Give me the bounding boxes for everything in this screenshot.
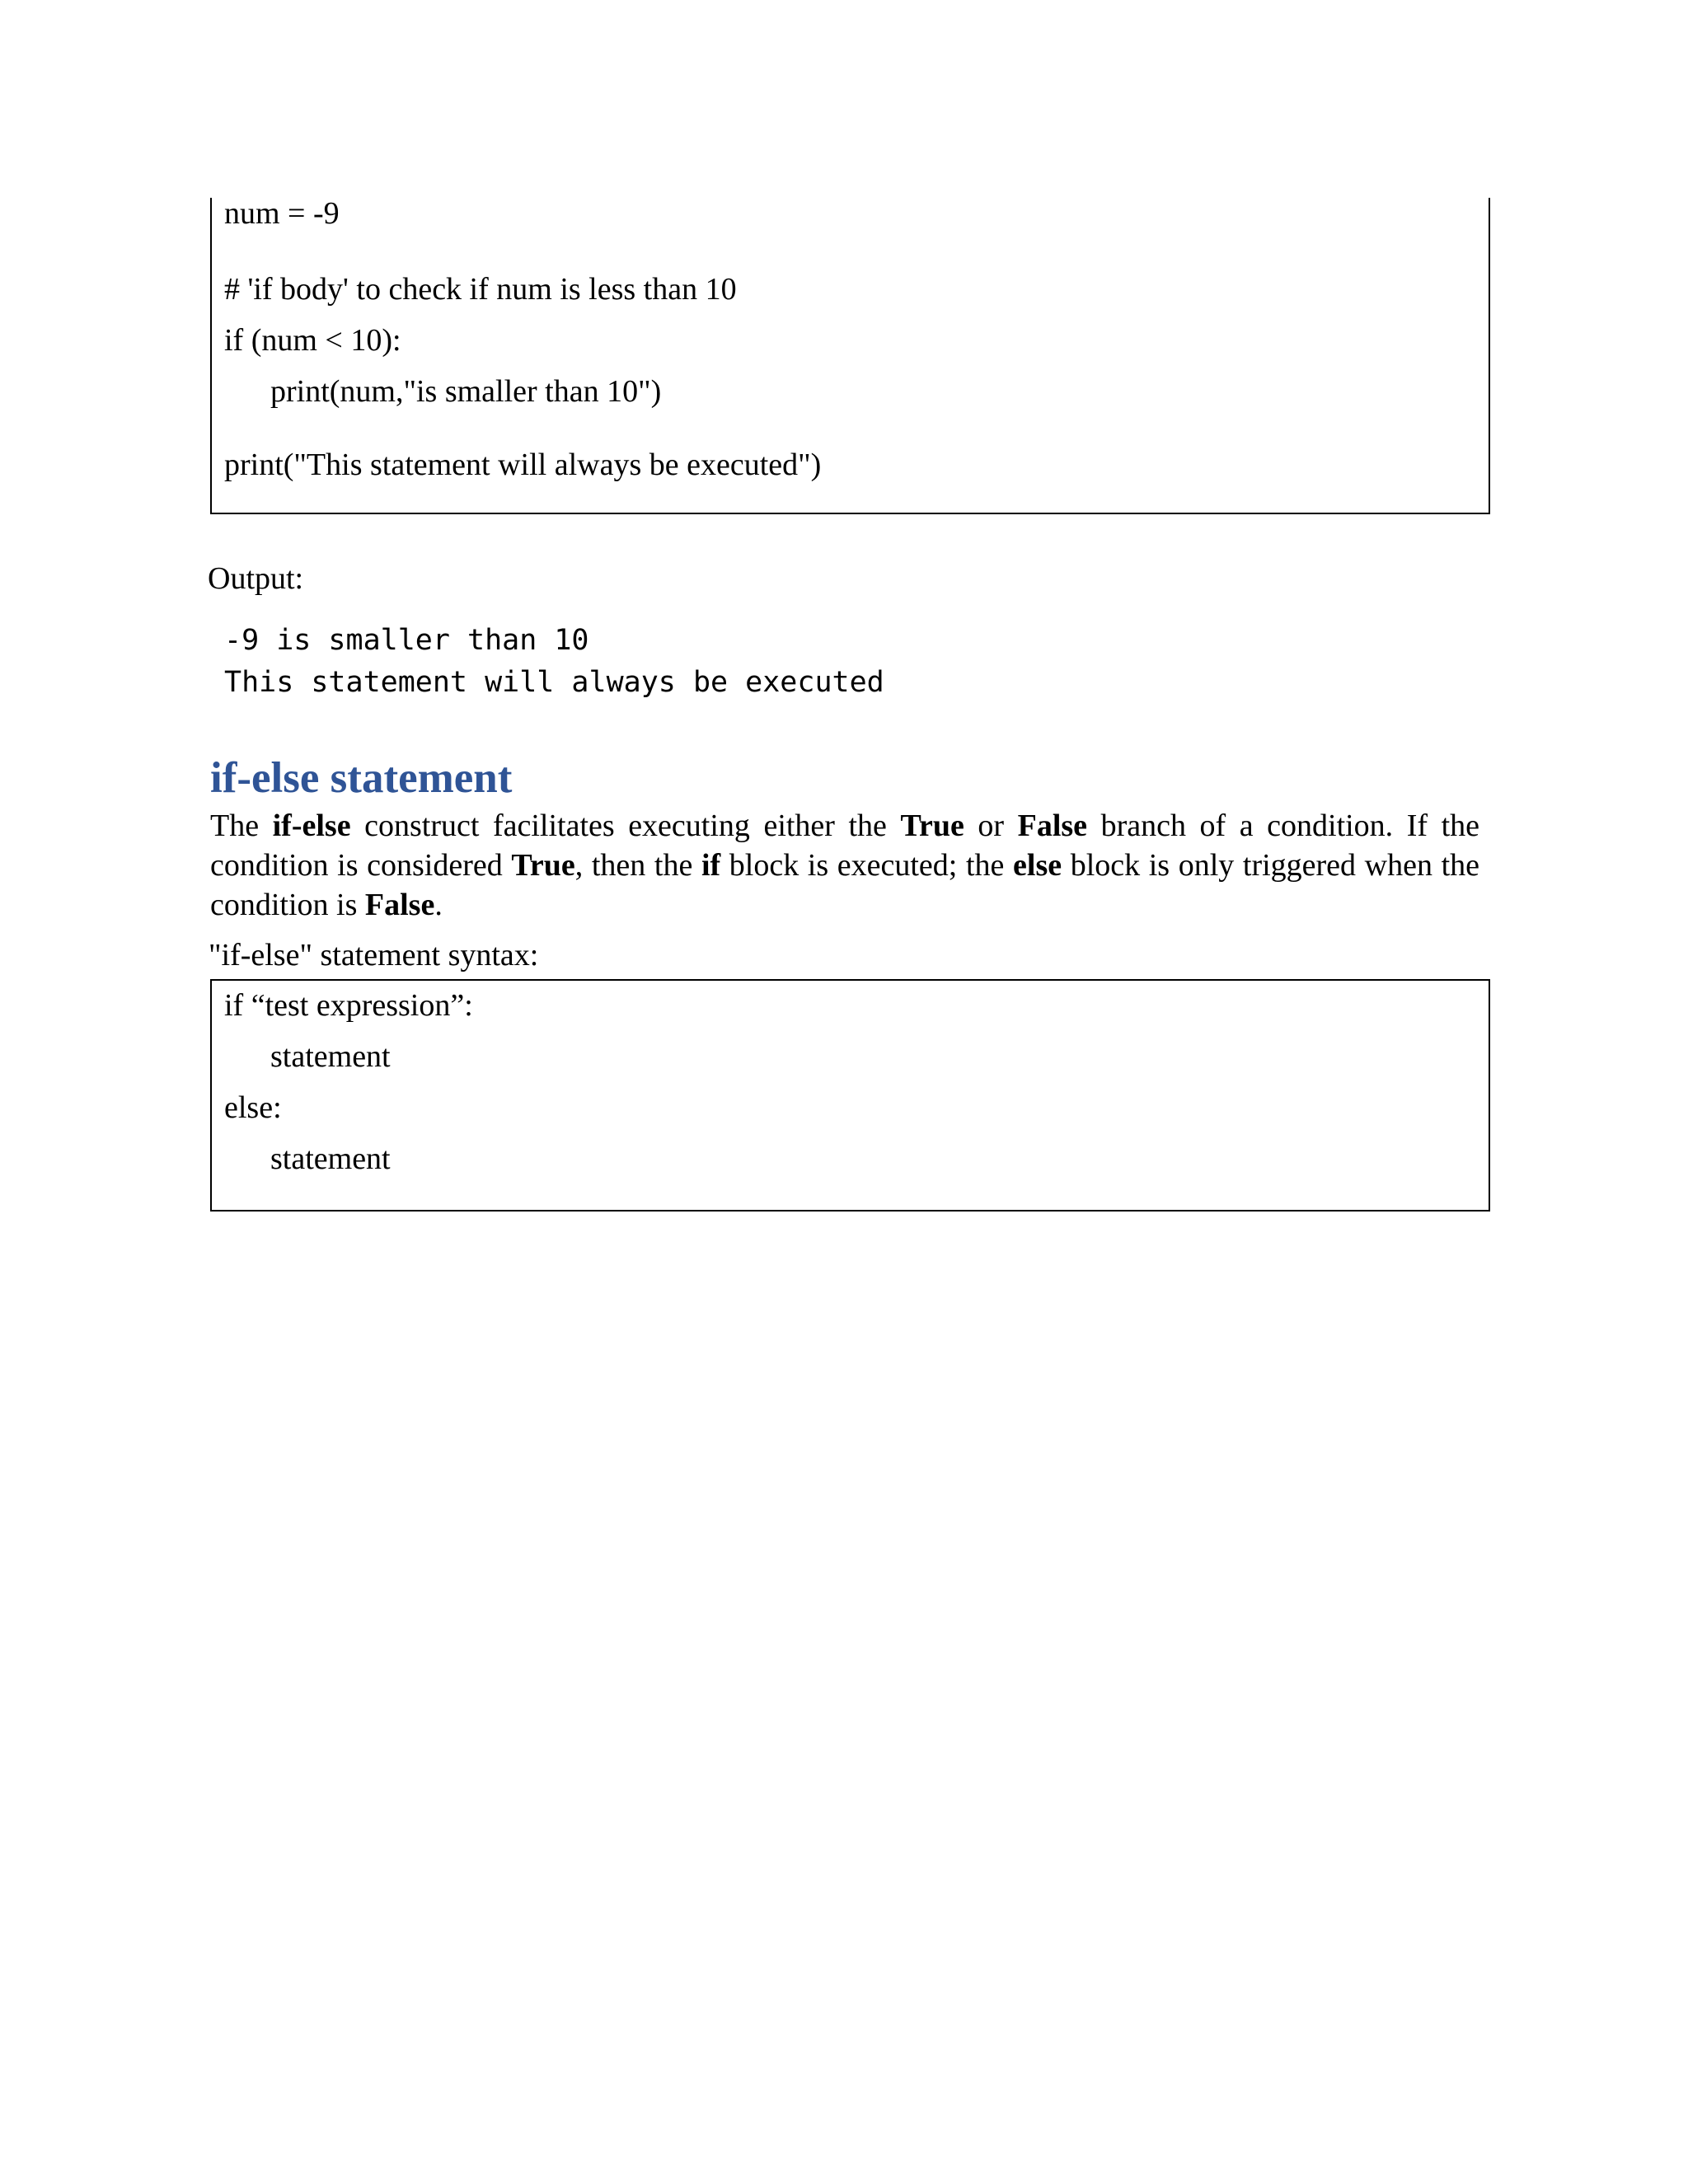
paragraph-text: or <box>964 808 1018 843</box>
syntax-line: if “test expression”: <box>224 988 473 1023</box>
output-line: -9 is smaller than 10 <box>224 624 589 657</box>
bold-term: else <box>1013 848 1062 883</box>
paragraph-text: branch of a condition. If the condition is considered <box>210 808 1480 883</box>
bold-term: if <box>701 848 721 883</box>
paragraph-text: , then the <box>574 848 701 883</box>
section-paragraph <box>210 806 1479 925</box>
bold-term: if-else <box>272 808 351 843</box>
output-label: Output: <box>208 561 304 596</box>
code-line-indented: print(num,"is smaller than 10") <box>270 374 662 409</box>
syntax-line-indented: statement <box>270 1141 391 1176</box>
paragraph-text: block is executed; the <box>720 848 1014 883</box>
code-line: if (num < 10): <box>224 323 401 358</box>
paragraph-text: . <box>434 888 443 922</box>
paragraph-text: block is only triggered when the condition is <box>210 848 1479 922</box>
paragraph-text: The <box>210 808 273 843</box>
syntax-line: else: <box>224 1090 282 1125</box>
code-line: num = -9 <box>224 196 340 231</box>
paragraph-text: construct facilitates executing either the <box>350 808 901 843</box>
syntax-label: "if-else" statement syntax: <box>209 938 539 972</box>
bold-term: False <box>1017 808 1088 843</box>
bold-term: True <box>511 848 575 883</box>
section-heading: if-else statement <box>210 754 513 802</box>
bold-term: False <box>364 888 435 922</box>
syntax-line-indented: statement <box>270 1039 391 1074</box>
code-line: print("This statement will always be executed") <box>224 448 822 482</box>
bold-term: True <box>900 808 964 843</box>
output-line: This statement will always be executed <box>224 666 884 699</box>
code-comment-line: # 'if body' to check if num is less than 10 <box>224 272 737 307</box>
